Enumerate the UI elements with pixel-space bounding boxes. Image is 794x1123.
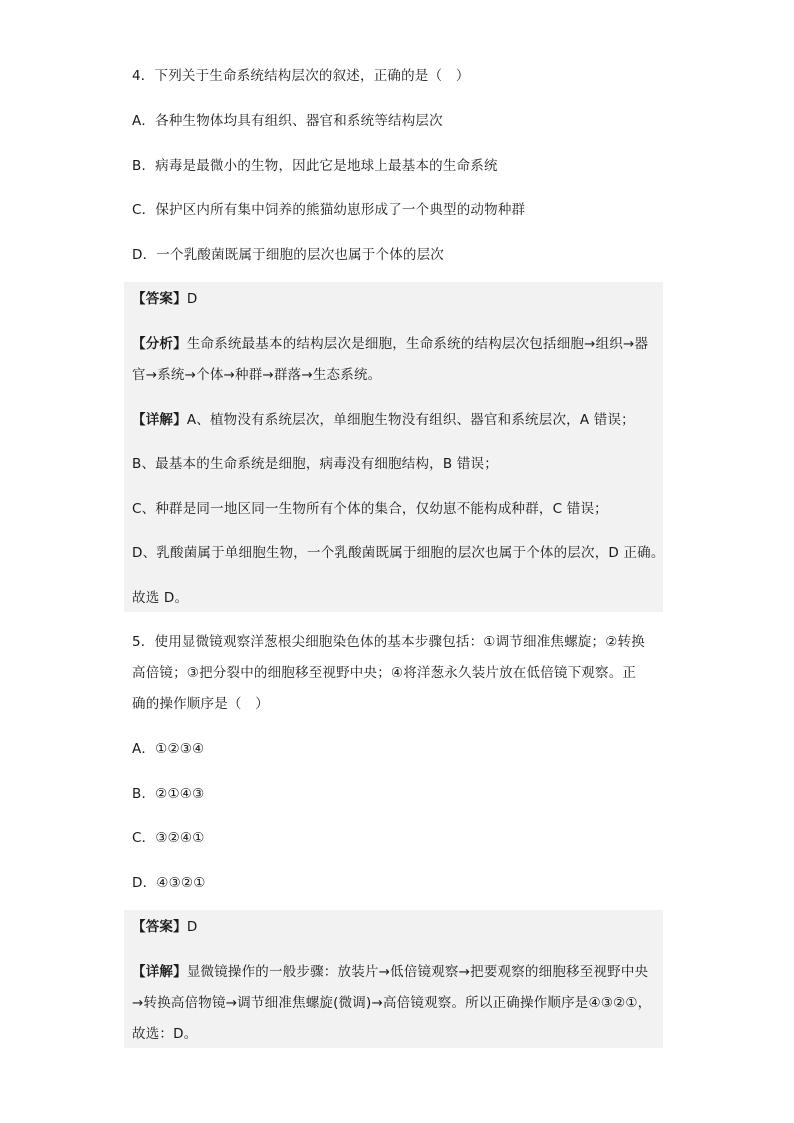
question-5-detail-line-1 xyxy=(132,962,648,982)
question-4-detail-d: D、乳酸菌属于单细胞生物，一个乳酸菌既属于细胞的层次也属于个体的层次，D 正确。 xyxy=(132,545,665,561)
question-5-stem-line-3: 确的操作顺序是（ ） xyxy=(132,696,269,712)
analysis-tag: 【分析】 xyxy=(132,336,187,352)
question-4-answer xyxy=(132,289,197,309)
question-4-option-c: C．保护区内所有集中饲养的熊猫幼崽形成了一个典型的动物种群 xyxy=(132,202,526,218)
analysis-text-1: 生命系统最基本的结构层次是细胞，生命系统的结构层次包括细胞→组织→器 xyxy=(186,336,649,352)
answer-tag: 【答案】 xyxy=(132,291,187,307)
question-4-detail-c: C、种群是同一地区同一生物所有个体的集合，仅幼崽不能构成种群，C 错误； xyxy=(132,501,608,517)
question-5-stem-line-2: 高倍镜；③把分裂中的细胞移至视野中央；④将洋葱永久装片放在低倍镜下观察。正 xyxy=(132,665,637,681)
question-5-option-d: D．④③②① xyxy=(132,875,206,891)
question-4-analysis-line-1 xyxy=(132,334,648,354)
answer-value: D xyxy=(186,919,198,935)
detail-tag: 【详解】 xyxy=(132,964,187,980)
question-4-analysis-line-2: 官→系统→个体→种群→群落→生态系统。 xyxy=(132,367,382,383)
question-4-option-d: D．一个乳酸菌既属于细胞的层次也属于个体的层次 xyxy=(132,247,444,263)
question-4-conclusion: 故选 D。 xyxy=(132,590,189,606)
question-5-detail-line-2: →转换高倍物镜→调节细准焦螺旋(微调)→高倍镜观察。所以正确操作顺序是④③②①， xyxy=(132,995,652,1011)
question-5-option-a: A．①②③④ xyxy=(132,741,205,757)
question-5-stem-line-1: 5．使用显微镜观察洋葱根尖细胞染色体的基本步骤包括：①调节细准焦螺旋；②转换 xyxy=(132,634,645,650)
question-5-detail-line-3: 故选：D。 xyxy=(132,1026,198,1042)
question-4-option-a: A．各种生物体均具有组织、器官和系统等结构层次 xyxy=(132,113,443,129)
question-4-detail-b: B、最基本的生命系统是细胞，病毒没有细胞结构，B 错误； xyxy=(132,456,498,472)
answer-tag: 【答案】 xyxy=(132,919,187,935)
detail-text-1: 显微镜操作的一般步骤：放装片→低倍镜观察→把要观察的细胞移至视野中央 xyxy=(186,964,649,980)
question-5-option-c: C．③②④① xyxy=(132,830,205,846)
question-4-detail-a xyxy=(132,410,635,430)
detail-tag: 【详解】 xyxy=(132,412,187,428)
question-5-answer xyxy=(132,917,197,937)
detail-text-a: A、植物没有系统层次，单细胞生物没有组织、器官和系统层次，A 错误； xyxy=(186,412,635,428)
question-5-option-b: B．②①④③ xyxy=(132,786,205,802)
question-4-stem: 4．下列关于生命系统结构层次的叙述，正确的是（ ） xyxy=(132,68,470,84)
question-4-option-b: B．病毒是最微小的生物，因此它是地球上最基本的生命系统 xyxy=(132,158,498,174)
answer-value: D xyxy=(186,291,198,307)
